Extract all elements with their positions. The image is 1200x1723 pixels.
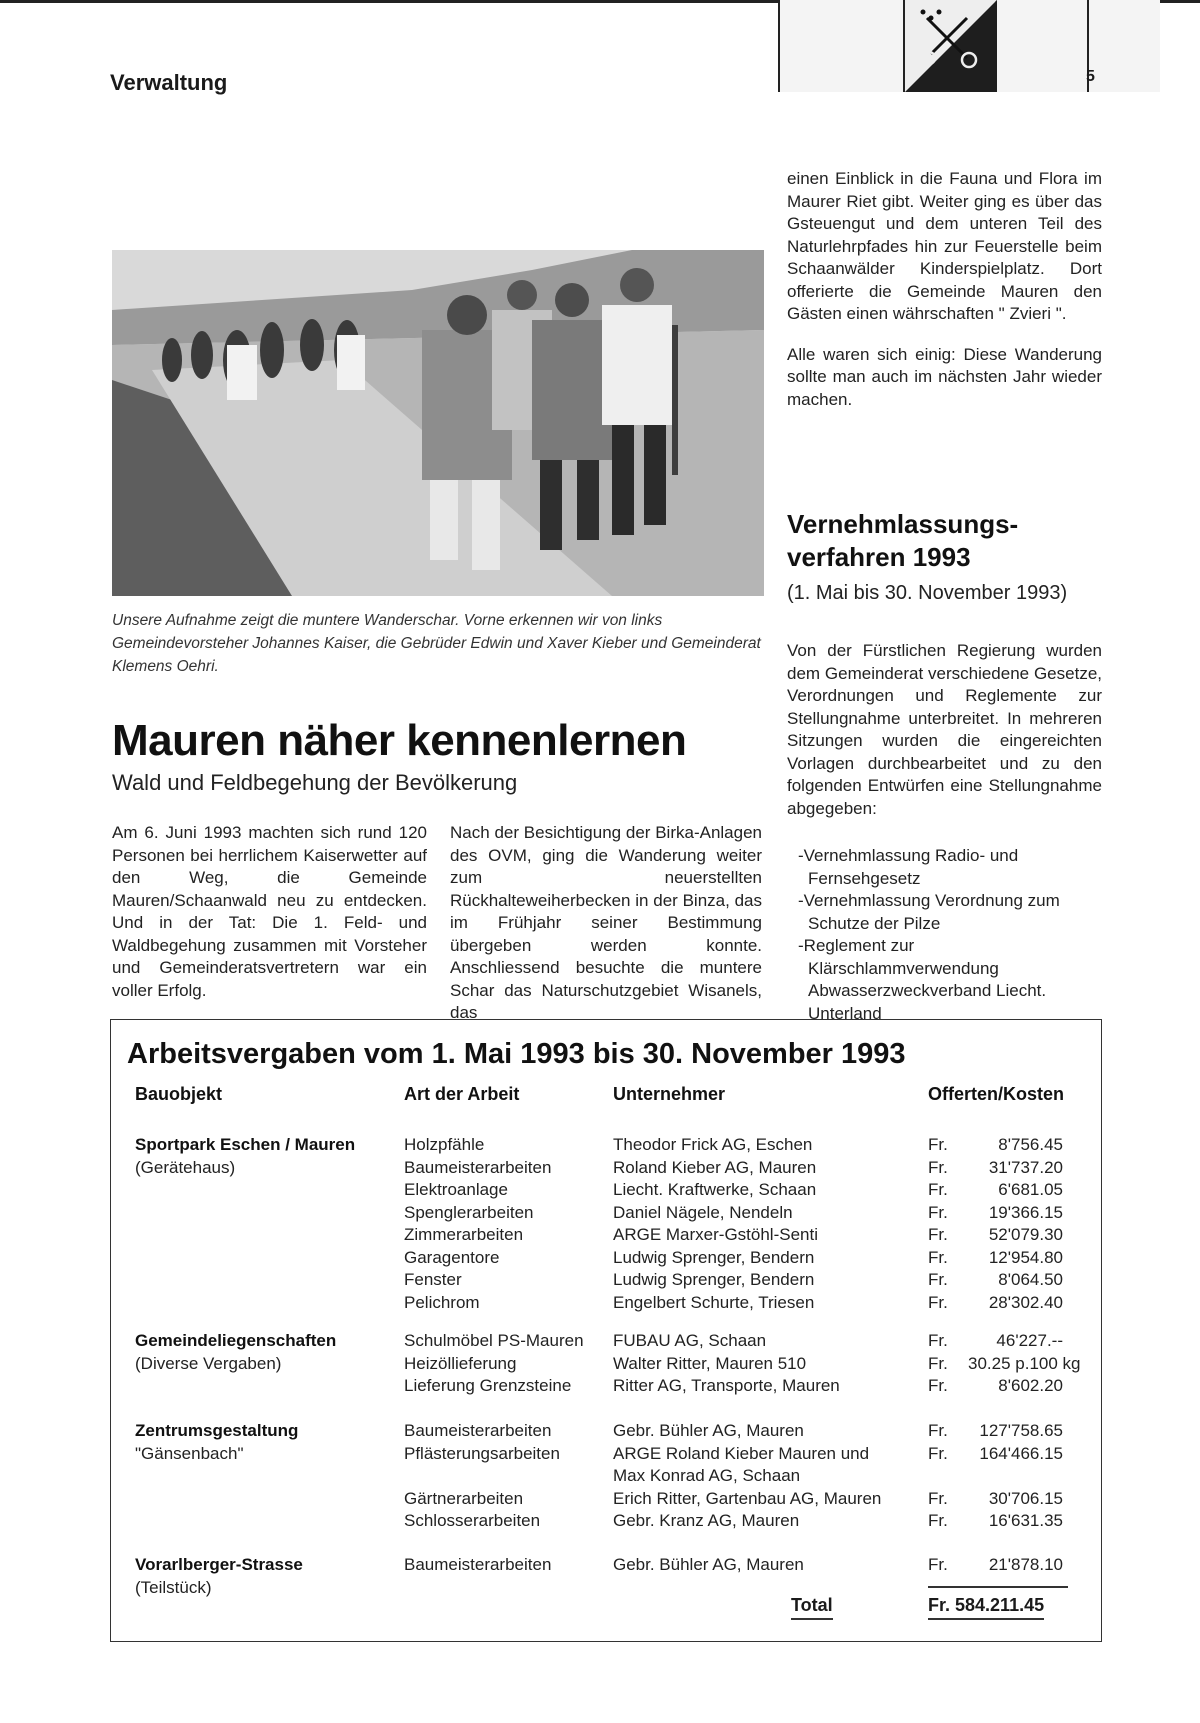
- table-row: Garagentore Ludwig Sprenger, Bendern Fr. 12'954.80: [404, 1247, 1063, 1267]
- column-header-cost: Offerten/Kosten: [928, 1084, 1065, 1104]
- total-label: Total: [791, 1595, 833, 1620]
- article-headline: Mauren näher kennenlernen: [112, 716, 687, 765]
- consultation-dates: (1. Mai bis 30. November 1993): [787, 582, 1068, 604]
- table-row: Zimmerarbeiten ARGE Marxer-Gstöhl-Senti Fr. 52'079.30: [404, 1225, 1063, 1244]
- column-header-object: Bauobjekt: [135, 1084, 223, 1104]
- table-row: Sportpark Eschen / Mauren Holzpfähle Theodor Frick AG, Eschen Fr. 8'756.45: [135, 1135, 1063, 1154]
- award-group-zentrumsgestaltung: [135, 1420, 1095, 1533]
- table-row: Pelichrom Engelbert Schurte, Triesen Fr. 28'302.40: [404, 1292, 1063, 1312]
- consultation-heading: Vernehmlassungs-verfahren 1993: [787, 509, 1019, 572]
- hikers-photo: [112, 250, 764, 596]
- photo-caption: Unsere Aufnahme zeigt die muntere Wanderschar. Vorne erkennen wir von links Gemeindevorsteher Johannes Kaiser, die Gebrüder Edwin und Xaver Kieber und Gemeinderat Klemens Oehri.: [112, 612, 761, 675]
- article-column-3-paragraph-2: Alle waren sich einig: Diese Wanderung sollte man auch im nächsten Jahr wieder machen.: [787, 344, 1102, 409]
- coat-of-arms-icon: [905, 0, 997, 92]
- total-value: Fr. 584.211.45: [928, 1595, 1044, 1620]
- photo-illustration: [112, 250, 764, 596]
- table-row: (Teilstück): [135, 1577, 212, 1597]
- table-row: Spenglerarbeiten Daniel Nägele, Nendeln Fr. 19'366.15: [404, 1202, 1063, 1222]
- table-row: (Diverse Vergaben) Heizöllieferung Walter Ritter, Mauren 510 Fr. 30.25 p.100 kg: [135, 1353, 1081, 1373]
- table-row: Fenster Ludwig Sprenger, Bendern Fr. 8'064.50: [404, 1270, 1063, 1289]
- awards-table-box: [110, 1019, 1102, 1642]
- table-row: "Gänsenbach" Pflästerungsarbeiten ARGE Roland Kieber Mauren und Fr. 164'466.15: [135, 1443, 1063, 1463]
- list-item: -Vernehmlassung Radio- und Fernsehgesetz: [798, 846, 1019, 888]
- table-row: Vorarlberger-Strasse Baumeisterarbeiten Gebr. Bühler AG, Mauren Fr. 21'878.10: [135, 1555, 1063, 1574]
- table-row: Schlosserarbeiten Gebr. Kranz AG, Mauren Fr. 16'631.35: [404, 1511, 1063, 1530]
- table-row: Gemeindeliegenschaften Schulmöbel PS-Mauren FUBAU AG, Schaan Fr. 46'227.--: [135, 1331, 1063, 1350]
- table-row: Zentrumsgestaltung Baumeisterarbeiten Gebr. Bühler AG, Mauren Fr. 127'758.65: [135, 1421, 1063, 1440]
- section-label: Verwaltung: [110, 70, 228, 95]
- page-number: 5: [1086, 68, 1095, 85]
- table-row: (Gerätehaus) Baumeisterarbeiten Roland Kieber AG, Mauren Fr. 31'737.20: [135, 1157, 1063, 1177]
- table-row: Elektroanlage Liecht. Kraftwerke, Schaan Fr. 6'681.05: [404, 1180, 1063, 1199]
- total-rule: [928, 1586, 1068, 1588]
- awards-title: Arbeitsvergaben vom 1. Mai 1993 bis 30. November 1993: [127, 1038, 906, 1070]
- article-column-3: [787, 168, 1102, 411]
- table-row: Max Konrad AG, Schaan: [613, 1466, 801, 1485]
- list-item: -Reglement zur Klärschlammverwendung Abwasserzweckverband Liecht. Unterland: [798, 936, 1047, 1023]
- consultation-body: Von der Fürstlichen Regierung wurden dem Gemeinderat verschiedene Gesetze, Verordnungen und Reglemente zur Stellungnahme unterbreitet. In mehreren Sitzungen wurden die eingereichten Vorlagen durchbearbeitet und zu den folgenden Entwürfen eine Stellungnahme abgegeben:: [787, 641, 1102, 818]
- table-row: Lieferung Grenzsteine Ritter AG, Transporte, Mauren Fr. 8'602.20: [404, 1376, 1063, 1395]
- table-row: Gärtnerarbeiten Erich Ritter, Gartenbau AG, Mauren Fr. 30'706.15: [404, 1488, 1063, 1508]
- award-group-vorarlberger-strasse: [135, 1554, 1095, 1599]
- article-column-3-paragraph-1: einen Einblick in die Fauna und Flora im Maurer Riet gibt. Weiter ging es über das Gsteuengut und dem unteren Teil des Naturlehrpfades hin zur Feuerstelle beim Schaanwälder Kinderspielplatz. Dort offerierte die Gemeinde Mauren den Gästen einen währschaften " Zvieri ".: [787, 169, 1102, 323]
- list-item: -Vernehmlassung Verordnung zum Schutze der Pilze: [798, 891, 1060, 933]
- header-emblem-block: [778, 0, 1158, 92]
- article-column-2: Nach der Besichtigung der Birka-Anlagen des OVM, ging die Wanderung weiter zum neuerstellten Rückhalteweiherbecken in der Binza, das im Frühjahr seiner Bestimmung übergeben werden konnte. Anschliessend besuchte die muntere Schar das Naturschutzgebiet Wisanels, das: [450, 823, 762, 1022]
- award-group-sportpark: [135, 1134, 1095, 1314]
- award-group-gemeindeliegenschaften: [135, 1330, 1095, 1398]
- column-header-work: Art der Arbeit: [404, 1084, 520, 1104]
- column-header-contractor: Unternehmer: [613, 1084, 726, 1104]
- article-column-1: Am 6. Juni 1993 machten sich rund 120 Personen bei herrlichem Kaiserwetter auf den Weg, die Gemeinde Mauren/Schaanwald neu zu entdecken. Und in der Tat: Die 1. Feld- und Waldbegehung zusammen mit Vorsteher und Gemeinderatsvertretern war ein voller Erfolg.: [112, 823, 427, 1000]
- article-subhead: Wald und Feldbegehung der Bevölkerung: [112, 770, 518, 795]
- consultation-list: [798, 845, 1108, 1025]
